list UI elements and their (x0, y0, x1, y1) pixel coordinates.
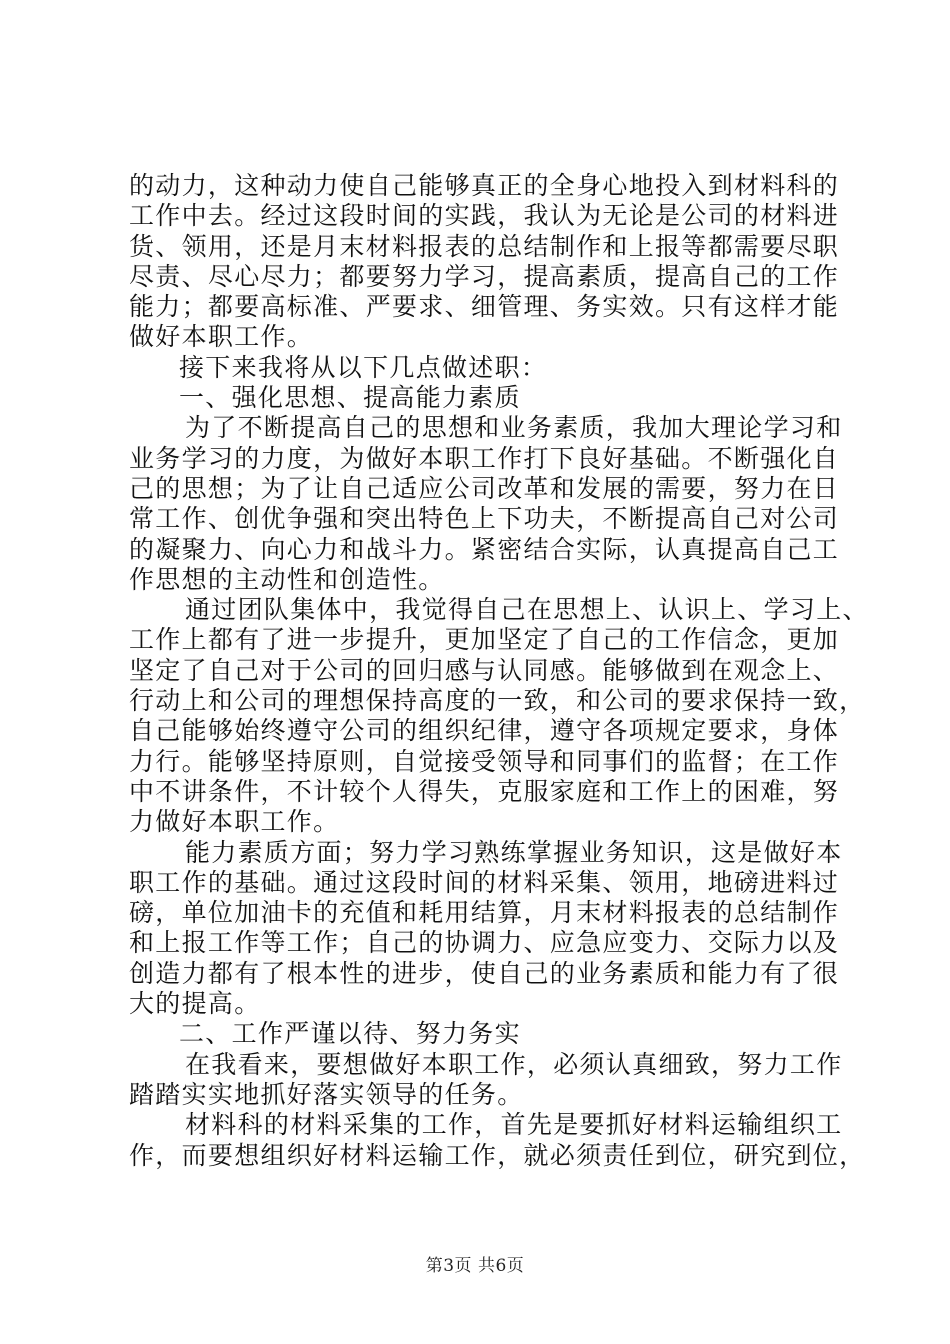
body-text-line: 力做好本职工作。 (129, 807, 340, 837)
body-text-line: 货、领用，还是月末材料报表的总结制作和上报等都需要尽职 (129, 231, 840, 261)
body-text-line: 行动上和公司的理想保持高度的一致，和公司的要求保持一致， (129, 686, 866, 716)
section-heading-line: 二、工作严谨以待、努力务实 (179, 1019, 521, 1049)
body-text-line: 常工作、创优争强和突出特色上下功夫，不断提高自己对公司 (129, 504, 840, 534)
body-text-line: 材料科的材料采集的工作，首先是要抓好材料运输组织工 (185, 1110, 843, 1140)
section-heading-line: 接下来我将从以下几点做述职： (179, 352, 548, 382)
section-heading-line: 一、强化思想、提高能力素质 (179, 383, 521, 413)
body-text-line: 通过团队集体中，我觉得自己在思想上、认识上、学习上、 (185, 595, 869, 625)
body-text-line: 职工作的基础。通过这段时间的材料采集、领用，地磅进料过 (129, 867, 840, 897)
body-text-line: 在我看来，要想做好本职工作，必须认真细致，努力工作 (185, 1049, 843, 1079)
body-text-line: 和上报工作等工作；自己的协调力、应急应变力、交际力以及 (129, 928, 840, 958)
body-text-line: 力行。能够坚持原则，自觉接受领导和同事们的监督；在工作 (129, 746, 840, 776)
body-text-line: 作，而要想组织好材料运输工作，就必须责任到位，研究到位， (129, 1140, 866, 1170)
body-text-line: 为了不断提高自己的思想和业务素质，我加大理论学习和 (185, 413, 843, 443)
body-text-line: 的动力，这种动力使自己能够真正的全身心地投入到材料科的 (129, 171, 840, 200)
body-text-line: 己的思想；为了让自己适应公司改革和发展的需要，努力在日 (129, 473, 840, 503)
body-text-line: 能力；都要高标准、严要求、细管理、务实效。只有这样才能 (129, 292, 840, 322)
document-body (129, 171, 869, 1171)
body-text-line: 的凝聚力、向心力和战斗力。紧密结合实际，认真提高自己工 (129, 534, 840, 564)
body-text-line: 工作上都有了进一步提升，更加坚定了自己的工作信念，更加 (129, 625, 840, 655)
body-text-line: 做好本职工作。 (129, 322, 314, 352)
body-text-line: 尽责、尽心尽力；都要努力学习，提高素质，提高自己的工作 (129, 261, 840, 291)
body-text-line: 大的提高。 (129, 989, 261, 1019)
body-text-line: 坚定了自己对于公司的回归感与认同感。能够做到在观念上、 (129, 655, 840, 685)
body-text-line: 工作中去。经过这段时间的实践，我认为无论是公司的材料进 (129, 201, 840, 231)
body-text-line: 业务学习的力度，为做好本职工作打下良好基础。不断强化自 (129, 443, 840, 473)
body-text-line: 自己能够始终遵守公司的组织纪律，遵守各项规定要求，身体 (129, 716, 840, 746)
body-text-line: 中不讲条件，不计较个人得失，克服家庭和工作上的困难，努 (129, 776, 840, 806)
body-text-line: 能力素质方面；努力学习熟练掌握业务知识，这是做好本 (185, 837, 843, 867)
body-text-line: 踏踏实实地抓好落实领导的任务。 (129, 1079, 524, 1109)
body-text-line: 磅，单位加油卡的充值和耗用结算，月末材料报表的总结制作 (129, 898, 840, 928)
body-text-line: 创造力都有了根本性的进步，使自己的业务素质和能力有了很 (129, 958, 840, 988)
body-text-line: 作思想的主动性和创造性。 (129, 564, 445, 594)
page-footer: 第3页 共6页 (425, 1256, 525, 1276)
